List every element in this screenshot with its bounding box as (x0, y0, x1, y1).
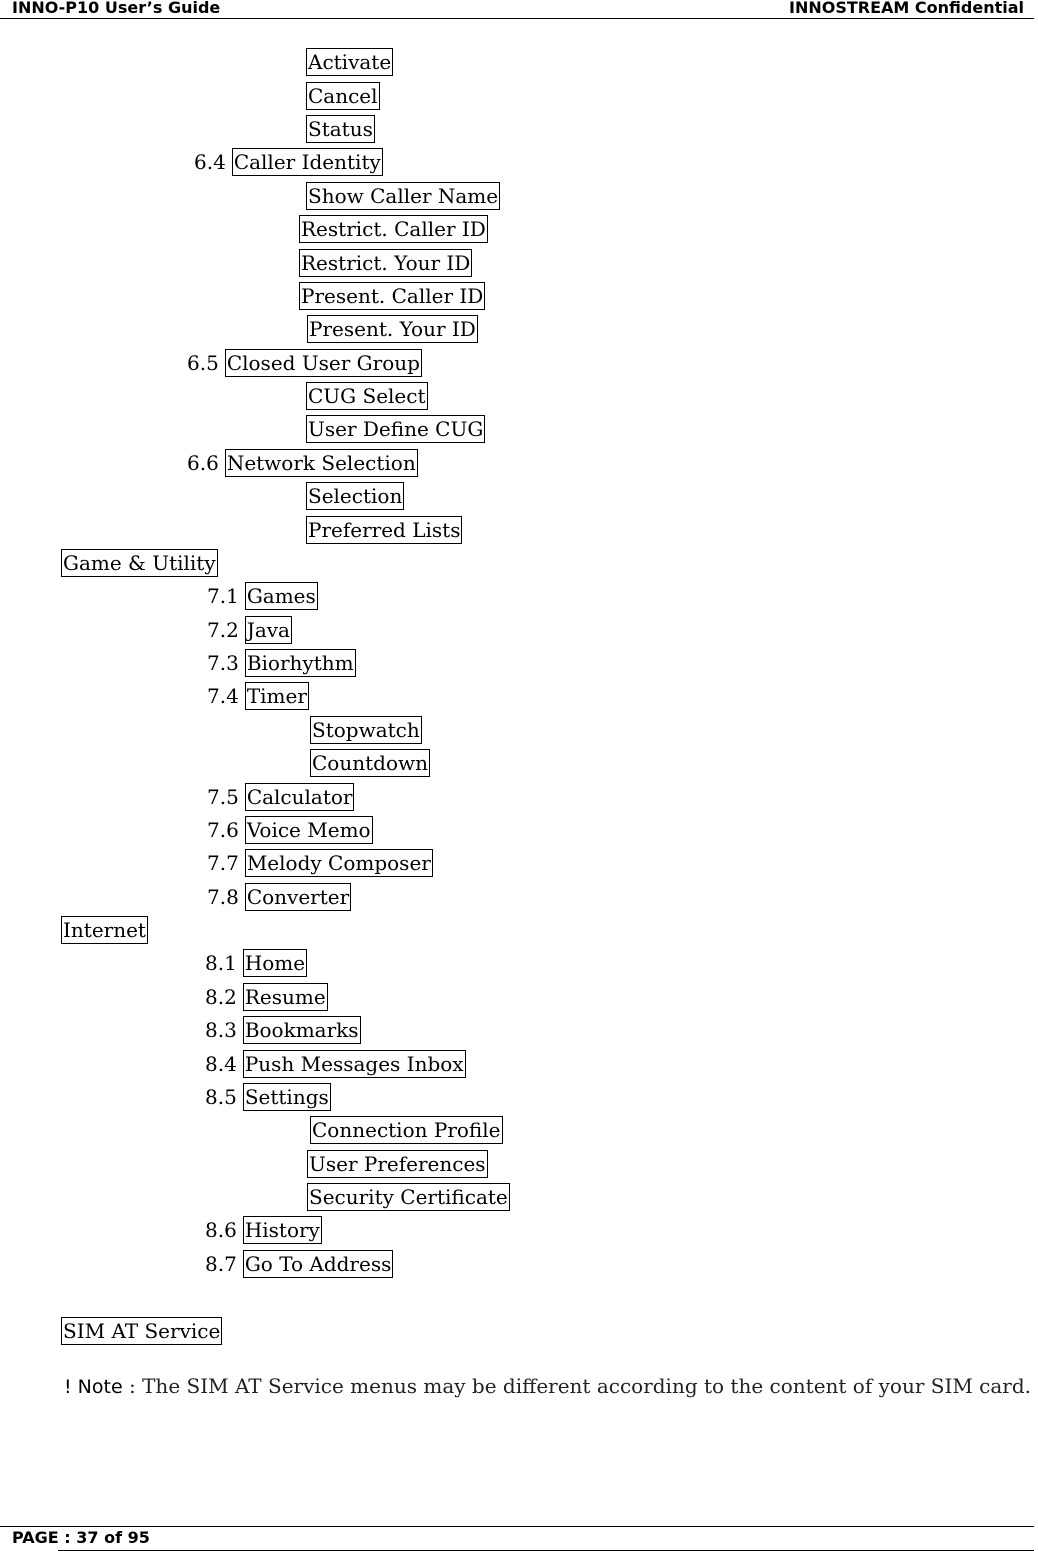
menu-item-countdown (310, 749, 430, 777)
menu-label: Activate (308, 50, 392, 74)
menu-number: 7.4 (207, 684, 239, 708)
menu-label: Show Caller Name (308, 184, 499, 208)
menu-item-voice-memo (207, 816, 373, 844)
menu-label: Push Messages Inbox (244, 1052, 464, 1076)
menu-item-resume (205, 983, 328, 1011)
menu-item-history (205, 1216, 322, 1244)
header-doc-title: INNO-P10 User’s Guide (12, 0, 221, 17)
menu-label: Melody Composer (246, 851, 431, 875)
menu-item-present-caller-id (299, 282, 485, 310)
menu-item-user-define-cug (306, 415, 485, 443)
menu-item-calculator (207, 783, 354, 811)
header-confidential: INNOSTREAM Confidential (789, 0, 1024, 17)
note-label: ! Note (64, 1376, 123, 1398)
menu-label: Selection (308, 484, 403, 508)
menu-label: Biorhythm (246, 651, 354, 675)
page-number: PAGE : 37 of 95 (12, 1528, 150, 1547)
menu-number: 7.5 (207, 785, 239, 809)
menu-number: 8.2 (205, 985, 237, 1009)
menu-item-converter (207, 883, 351, 911)
menu-label: Timer (246, 684, 307, 708)
menu-number: 7.3 (207, 651, 239, 675)
menu-label: Internet (63, 918, 146, 942)
menu-item-internet (61, 916, 148, 944)
note (64, 1372, 1031, 1401)
menu-item-game-utility (61, 549, 218, 577)
menu-item-restrict-caller-id (299, 215, 488, 243)
menu-label: Game & Utility (63, 551, 216, 575)
menu-label: Restrict. Caller ID (301, 217, 486, 241)
menu-item-user-preferences (307, 1150, 488, 1178)
menu-label: Resume (244, 985, 326, 1009)
menu-number: 8.3 (205, 1018, 237, 1042)
menu-label: Restrict. Your ID (301, 251, 471, 275)
menu-number: 6.5 (187, 351, 219, 375)
menu-label: User Preferences (309, 1152, 486, 1176)
menu-label: Countdown (312, 751, 428, 775)
menu-label: Present. Caller ID (301, 284, 484, 308)
menu-item-stopwatch (310, 716, 422, 744)
menu-number: 6.4 (194, 150, 226, 174)
menu-number: 7.6 (207, 818, 239, 842)
menu-label: Games (246, 584, 316, 608)
menu-item-melody-composer (207, 849, 433, 877)
menu-label: Converter (246, 885, 350, 909)
menu-number: 8.5 (205, 1085, 237, 1109)
menu-label: Network Selection (226, 451, 416, 475)
menu-label: Stopwatch (312, 718, 420, 742)
menu-label: Preferred Lists (308, 518, 461, 542)
menu-label: Present. Your ID (309, 317, 476, 341)
menu-number: 6.6 (187, 451, 219, 475)
menu-item-activate (306, 48, 393, 76)
menu-item-games (207, 582, 318, 610)
footer-rule-top (0, 1526, 1034, 1527)
menu-item-selection (306, 482, 404, 510)
menu-item-home (205, 949, 307, 977)
menu-label: SIM AT Service (63, 1319, 221, 1343)
menu-number: 8.7 (205, 1252, 237, 1276)
menu-item-show-caller-name (306, 182, 500, 210)
menu-item-network-selection (187, 449, 418, 477)
menu-item-status (306, 115, 375, 143)
menu-item-caller-identity (194, 148, 383, 176)
menu-item-timer (207, 682, 309, 710)
menu-label: Status (308, 117, 373, 141)
menu-item-biorhythm (207, 649, 356, 677)
menu-number: 8.1 (205, 951, 237, 975)
menu-label: Connection Profile (312, 1118, 501, 1142)
menu-label: Settings (244, 1085, 329, 1109)
menu-item-cancel (306, 82, 380, 110)
menu-label: Bookmarks (244, 1018, 359, 1042)
menu-label: Security Certificate (309, 1185, 508, 1209)
menu-label: CUG Select (308, 384, 426, 408)
menu-item-preferred-lists (306, 516, 462, 544)
menu-label: Cancel (308, 84, 378, 108)
menu-item-push-messages-inbox (205, 1050, 466, 1078)
menu-label: Voice Memo (246, 818, 371, 842)
menu-label: Caller Identity (233, 150, 381, 174)
menu-number: 7.1 (207, 584, 239, 608)
menu-item-sim-at-service (61, 1317, 222, 1345)
menu-item-settings (205, 1083, 331, 1111)
menu-label: Home (244, 951, 306, 975)
menu-item-bookmarks (205, 1016, 361, 1044)
note-text: : The SIM AT Service menus may be different according to the content of your SIM card. (122, 1374, 1032, 1398)
menu-number: 7.2 (207, 618, 239, 642)
menu-number: 7.7 (207, 851, 239, 875)
menu-label: Java (246, 618, 290, 642)
menu-label: History (244, 1218, 320, 1242)
menu-label: Calculator (246, 785, 353, 809)
menu-item-security-certificate (307, 1183, 510, 1211)
menu-number: 7.8 (207, 885, 239, 909)
menu-item-closed-user-group (187, 349, 422, 377)
menu-item-cug-select (306, 382, 428, 410)
menu-item-go-to-address (205, 1250, 393, 1278)
menu-label: Go To Address (244, 1252, 392, 1276)
page-header (0, 0, 1034, 19)
menu-item-java (207, 616, 292, 644)
menu-label: Closed User Group (226, 351, 420, 375)
menu-item-connection-profile (310, 1116, 503, 1144)
menu-number: 8.4 (205, 1052, 237, 1076)
menu-item-present-your-id (307, 315, 478, 343)
menu-number: 8.6 (205, 1218, 237, 1242)
menu-label: User Define CUG (308, 417, 484, 441)
menu-item-restrict-your-id (299, 249, 472, 277)
